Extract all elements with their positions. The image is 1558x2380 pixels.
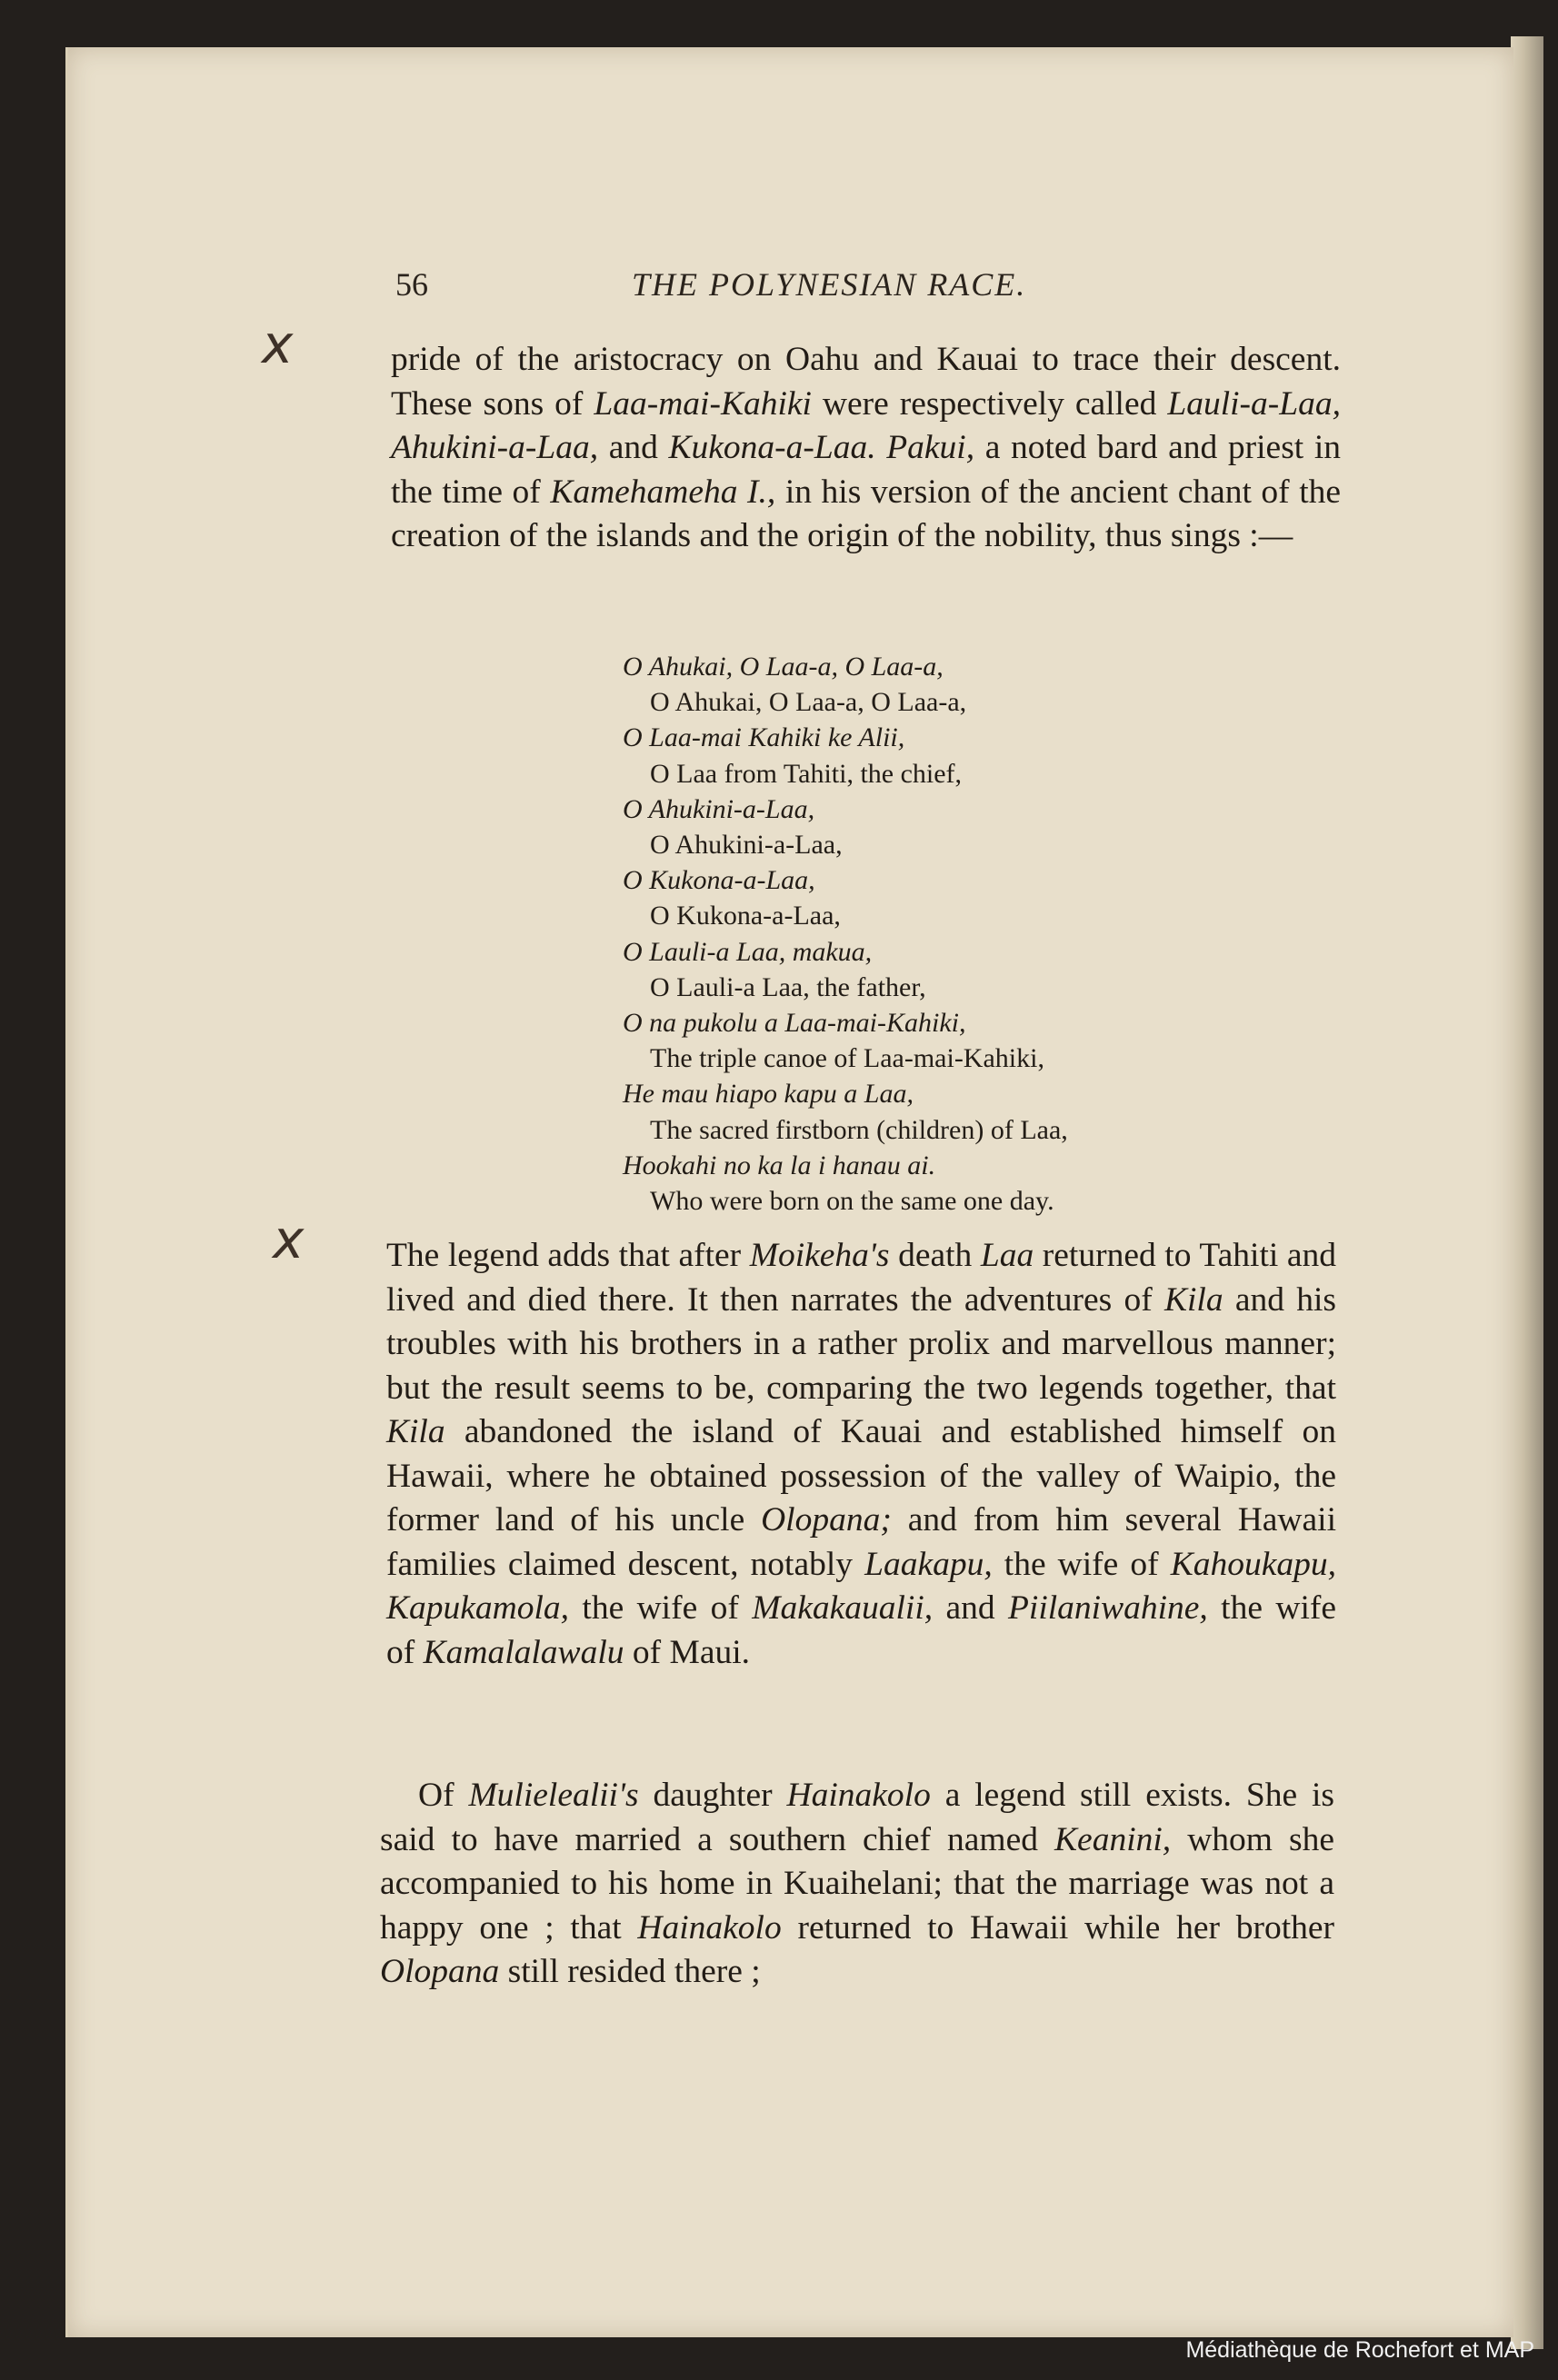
- chant-line-translation: The triple canoe of Laa-mai-Kahiki,: [650, 1043, 1044, 1074]
- italic-text-run: Kahoukapu,: [1170, 1545, 1336, 1583]
- italic-text-run: Laa-mai-Kahiki: [594, 384, 812, 423]
- text-run: abandoned the island of Kauai and established himself on Hawaii, where he obtained possession of the valley of Waipio, the former land of his uncle: [386, 1413, 1336, 1539]
- text-run: and from him several Hawaii families claimed descent, notably: [386, 1501, 1336, 1583]
- text-run: returned to Hawaii while her brother: [781, 1908, 1334, 1947]
- italic-text-run: Hainakolo: [786, 1777, 931, 1814]
- text-run: death: [889, 1237, 981, 1274]
- paragraph-aristocracy: [391, 338, 1341, 559]
- chant-line-hawaiian: Hookahi no ka la i hanau ai.: [623, 1150, 936, 1180]
- chant-line-hawaiian: O Laa-mai Kahiki ke Alii,: [623, 722, 905, 753]
- chant-line-translation: O Ahukini-a-Laa,: [650, 830, 843, 861]
- text-run: returned to Tahiti and lived and died there. It then narrates the adventures of: [386, 1237, 1336, 1319]
- italic-text-run: Mulielealii's: [468, 1777, 639, 1814]
- text-run: were respectively called: [811, 384, 1168, 423]
- text-run: daughter: [638, 1777, 787, 1814]
- italic-text-run: Kila: [1164, 1280, 1223, 1319]
- text-run: a legend still exists. She is said to have married a southern chief named: [380, 1777, 1334, 1858]
- page-edge-shadow: [1511, 36, 1543, 2349]
- paragraph-hainakolo: [380, 1774, 1334, 1995]
- italic-text-run: Olopana: [380, 1953, 500, 1990]
- italic-text-run: Keanini,: [1054, 1820, 1172, 1858]
- italic-text-run: Kukona-a-Laa. Pakui,: [668, 429, 975, 466]
- italic-text-run: Laa: [980, 1237, 1034, 1274]
- text-run: the wife of: [992, 1545, 1171, 1583]
- italic-text-run: Kapukamola,: [386, 1589, 570, 1627]
- hawaiian-chant: [623, 649, 1277, 1219]
- chant-line-translation: O Lauli-a Laa, the father,: [650, 971, 926, 1002]
- text-run: of Maui.: [624, 1633, 751, 1671]
- page-number: 56: [395, 266, 428, 303]
- chant-line-hawaiian: O Kukona-a-Laa,: [623, 865, 815, 896]
- text-run: The legend adds that after: [386, 1237, 750, 1274]
- text-run: Of: [418, 1777, 469, 1814]
- italic-text-run: Kamehameha I.,: [550, 473, 776, 511]
- text-run: whom she accompanied to his home in Kuaihelani; that the marriage was not a happy one ; that: [380, 1820, 1334, 1947]
- italic-text-run: Piilaniwahine,: [1008, 1589, 1208, 1627]
- text-run: in his version of the ancient chant of the creation of the islands and the origin of the nobility, thus sings :—: [391, 473, 1342, 554]
- text-run: and: [598, 429, 669, 466]
- text-run: a noted bard and priest in the time of: [391, 429, 1341, 511]
- italic-text-run: Kamalalawalu: [423, 1633, 624, 1671]
- text-run: the wife of: [569, 1589, 753, 1627]
- running-title: THE POLYNESIAN RACE.: [632, 266, 1027, 303]
- page-header: [395, 265, 1341, 311]
- italic-text-run: Ahukini-a-Laa,: [391, 429, 599, 466]
- paragraph-legend: [386, 1234, 1336, 1675]
- chant-line-hawaiian: O Ahukai, O Laa-a, O Laa-a,: [623, 652, 944, 682]
- italic-text-run: Olopana;: [761, 1501, 892, 1539]
- italic-text-run: Lauli-a-Laa,: [1167, 384, 1341, 423]
- text-run: pride of the aristocracy on Oahu and Kauai to trace their descent. These sons of: [391, 341, 1341, 423]
- italic-text-run: Laakapu,: [864, 1545, 993, 1583]
- chant-line-hawaiian: O Lauli-a Laa, makua,: [623, 936, 873, 967]
- text-run: and: [933, 1589, 1009, 1627]
- italic-text-run: Kila: [386, 1413, 445, 1450]
- chant-line-hawaiian: O Ahukini-a-Laa,: [623, 793, 815, 824]
- italic-text-run: Hainakolo: [637, 1908, 782, 1947]
- italic-text-run: Makakaualii,: [752, 1589, 934, 1627]
- chant-line-translation: O Laa from Tahiti, the chief,: [650, 758, 963, 789]
- italic-text-run: Moikeha's: [749, 1237, 890, 1274]
- chant-line-translation: The sacred firstborn (children) of Laa,: [650, 1114, 1068, 1145]
- text-run: still resided there ;: [499, 1953, 761, 1990]
- chant-line-translation: O Ahukai, O Laa-a, O Laa-a,: [650, 687, 967, 718]
- chant-line-hawaiian: He mau hiapo kapu a Laa,: [623, 1079, 914, 1110]
- margin-annotation-mark: x: [262, 314, 294, 375]
- text-run: the wife of: [386, 1589, 1336, 1671]
- chant-line-hawaiian: O na pukolu a Laa-mai-Kahiki,: [623, 1008, 966, 1039]
- library-credit: Médiathèque de Rochefort et MAP: [1185, 2337, 1534, 2363]
- chant-line-translation: O Kukona-a-Laa,: [650, 901, 841, 931]
- chant-line-translation: Who were born on the same one day.: [650, 1186, 1054, 1217]
- text-run: and his troubles with his brothers in a rather prolix and marvellous manner; but the result seems to be, comparing the two legends together, that: [386, 1280, 1336, 1407]
- margin-annotation-mark: x: [273, 1209, 305, 1270]
